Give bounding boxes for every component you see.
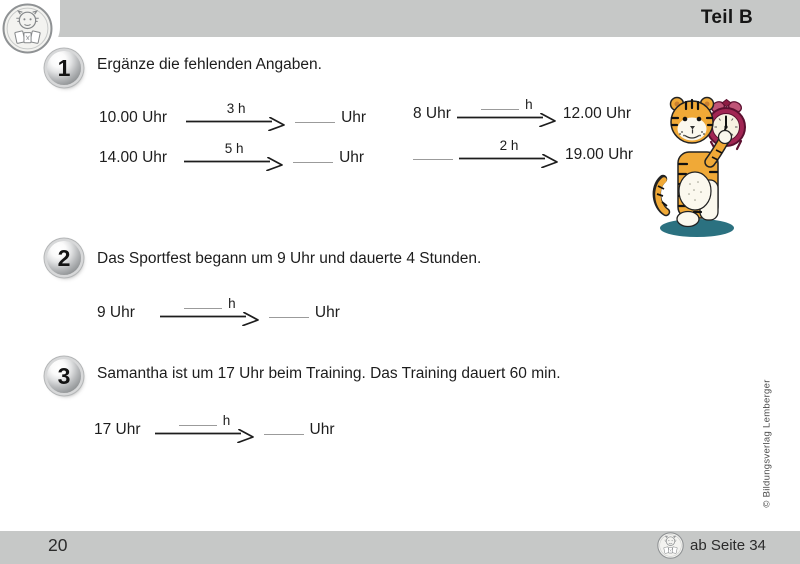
start-time: 8 Uhr	[413, 105, 451, 122]
exercise-3-number	[47, 359, 81, 393]
time-diagram	[413, 96, 631, 127]
end-time-group	[295, 109, 366, 131]
exercise-3-instruction: Samantha ist um 17 Uhr beim Training. Das Training dauert 60 min.	[97, 365, 561, 382]
arrow-icon	[458, 154, 560, 168]
end-time: 19.00 Uhr	[565, 146, 634, 163]
copyright-notice: © Bildungsverlag Lemberger	[761, 379, 773, 508]
end-time-unit: Uhr	[314, 304, 340, 321]
duration-value: 2 h	[499, 138, 519, 153]
answer-blank	[295, 122, 335, 123]
duration-unit: h	[222, 413, 231, 428]
duration-value: 3 h	[226, 101, 246, 116]
arrow-icon	[456, 113, 558, 127]
end-time-unit: Uhr	[341, 109, 367, 126]
duration-arrow	[458, 137, 560, 168]
arrow-icon	[185, 117, 287, 131]
answer-blank	[179, 425, 217, 426]
start-time: 14.00 Uhr	[99, 149, 168, 166]
answer-blank	[293, 162, 333, 163]
arrow-icon	[159, 312, 261, 326]
duration-label	[500, 137, 519, 153]
arrow-icon	[154, 429, 256, 443]
duration-value: 5 h	[224, 141, 244, 156]
end-time-unit: Uhr	[339, 149, 365, 166]
duration-label	[179, 412, 231, 428]
answer-blank	[413, 159, 453, 160]
duration-unit: h	[228, 296, 236, 311]
tiger-with-alarm-clock-illustration	[650, 90, 750, 240]
end-time: 12.00 Uhr	[562, 105, 631, 122]
exercise-number-label: 3	[57, 362, 71, 389]
duration-label	[184, 295, 236, 311]
time-diagram	[97, 295, 340, 326]
tiger-badge-icon	[2, 3, 53, 54]
start-time: 17 Uhr	[94, 421, 141, 438]
duration-arrow	[159, 295, 261, 326]
exercise-number-label: 1	[57, 54, 71, 81]
page-number: 20	[48, 535, 68, 555]
time-diagram	[99, 140, 364, 171]
time-diagram	[94, 412, 335, 443]
end-time-group	[293, 149, 364, 171]
page-title: Teil B	[700, 7, 753, 28]
time-diagram	[413, 137, 633, 168]
duration-arrow	[154, 412, 256, 443]
exercise-1-instruction: Ergänze die fehlenden Angaben.	[97, 56, 322, 73]
duration-arrow	[185, 100, 287, 131]
duration-arrow	[183, 140, 285, 171]
tiger-badge-icon	[657, 532, 684, 559]
corner-badge	[0, 0, 60, 55]
start-time: 10.00 Uhr	[99, 109, 168, 126]
duration-label	[225, 140, 244, 156]
footer-reference: ab Seite 34	[690, 537, 766, 554]
duration-arrow	[456, 96, 558, 127]
end-time-group	[264, 421, 335, 443]
header-bar	[0, 0, 800, 37]
exercise-2-number	[47, 241, 81, 275]
answer-blank	[481, 109, 519, 110]
answer-blank	[184, 308, 222, 309]
end-time-unit: Uhr	[309, 421, 335, 438]
start-time: 9 Uhr	[97, 304, 135, 321]
end-time-group	[269, 304, 340, 326]
exercise-1-number	[47, 51, 81, 85]
arrow-icon	[183, 157, 285, 171]
duration-label	[227, 100, 246, 116]
answer-blank	[269, 317, 309, 318]
exercise-2-instruction: Das Sportfest begann um 9 Uhr und dauerte 4 Stunden.	[97, 250, 482, 267]
time-diagram	[99, 100, 366, 131]
duration-label	[481, 96, 533, 112]
exercise-number-label: 2	[57, 244, 71, 271]
answer-blank	[264, 434, 304, 435]
duration-unit: h	[525, 97, 533, 112]
